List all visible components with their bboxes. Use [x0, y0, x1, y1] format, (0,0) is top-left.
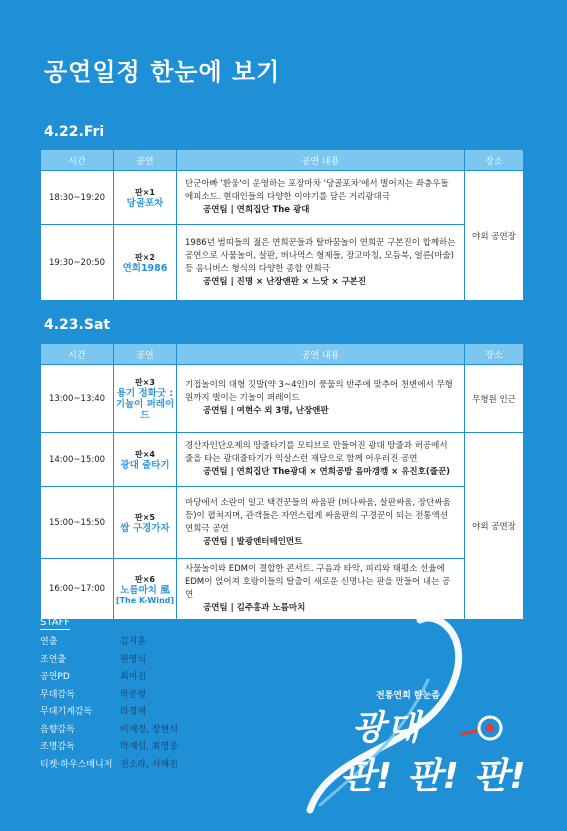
- table-row: [41, 171, 524, 225]
- table-header-row: [41, 344, 524, 365]
- staff-role: 음향감독: [40, 724, 75, 735]
- staff-item: [40, 652, 240, 670]
- staff-role: 조연출: [40, 654, 67, 665]
- row-desc: [177, 225, 465, 301]
- row-place: 무형원 인근: [465, 365, 524, 433]
- logo-subtitle: 전통연희 한눈좀: [376, 691, 440, 701]
- staff-name: 라경재: [120, 707, 147, 717]
- row-show: [114, 487, 177, 559]
- show-slot: 판×4: [135, 449, 155, 459]
- staff-role: 공연PD: [40, 672, 70, 682]
- table-header-row: [41, 150, 524, 171]
- show-name: 노름마치 風: [120, 584, 170, 596]
- date-day2: 4.23.Sat: [44, 317, 111, 333]
- show-team: 공연팀 | 여현수 외 3명, 난장앤판: [203, 406, 329, 416]
- row-time: 14:00~15:00: [41, 433, 114, 487]
- row-time: 19:30~20:50: [41, 225, 114, 301]
- show-team: 공연팀 | 연희집단 The 광대: [203, 205, 310, 215]
- row-desc: [177, 365, 465, 433]
- staff-item: [40, 687, 240, 705]
- show-desc: 1986년 범띠들의 젊은 연희꾼들과 탈바꿈놀이 연희꾼 구본진이 합께하는 공연으로 사물놀이, 살판, 버나먹스 형제들, 장고마칭, 모듬북, 얼른(마술) 등 옴니버스 형식의 다양한 종합 연희극: [185, 237, 456, 274]
- show-slot: 판×3: [135, 377, 155, 387]
- staff-item: [40, 722, 240, 740]
- table-row: [41, 365, 524, 433]
- logo-title-line1: 광대: [352, 708, 422, 748]
- header-desc: 공연 내용: [177, 150, 465, 171]
- show-desc: 단군아빠 '환웅'이 운영하는 포장마차 '당골포차'에서 벌어지는 좌충우돌 에피소드. 현대인들의 다양한 이야기를 담은 거리광대극: [185, 179, 449, 202]
- staff-name: 이재정, 장현석: [120, 724, 178, 735]
- row-place: 야외 공연장: [465, 433, 524, 620]
- show-name: 쌈 구경가자: [120, 522, 170, 534]
- header-show: 공연: [114, 344, 177, 365]
- header-desc: 공연 내용: [177, 344, 465, 365]
- staff-role: 조명감독: [40, 742, 75, 752]
- table-row: [41, 433, 524, 487]
- header-time: 시간: [41, 150, 114, 171]
- staff-role: 티켓·하우스매니저: [40, 759, 113, 770]
- staff-role: 무대감독: [40, 689, 75, 700]
- show-team: 공연팀 | 진명 × 난장앤판 × 느닷 × 구본진: [203, 276, 367, 287]
- header-place: 장소: [465, 150, 524, 171]
- show-subtitle: [The K-Wind]: [115, 595, 175, 605]
- staff-name: 박준평: [120, 689, 147, 700]
- staff-list: [40, 634, 240, 774]
- show-desc: 마당에서 소란이 일고 택견꾼들의 싸움판 (버나싸움, 살판싸움, 장단싸움 등)이 펼쳐지며, 관객들은 자연스럽게 싸움판의 구경꾼이 되는 전통액션 연희극 공연: [185, 497, 451, 534]
- row-time: 16:00~17:00: [41, 559, 114, 620]
- staff-heading: STAFF: [40, 617, 71, 628]
- row-show: [114, 365, 177, 433]
- staff-item: [40, 739, 240, 757]
- row-show: [114, 171, 177, 225]
- staff-name: 최미진: [120, 672, 147, 682]
- staff-item: [40, 669, 240, 687]
- schedule-table-day2: [40, 343, 524, 620]
- row-desc: [177, 487, 465, 559]
- row-time: 18:30~19:20: [41, 171, 114, 225]
- table-row: [41, 225, 524, 301]
- table-row: [41, 487, 524, 559]
- show-name: 연희1986: [122, 262, 168, 274]
- row-desc: [177, 171, 465, 225]
- staff-role: 무대기계감독: [40, 707, 93, 717]
- show-name: 광대 줄타기: [120, 459, 170, 471]
- show-slot: 판×2: [135, 252, 155, 262]
- page-title: 공연일정 한눈에 보기: [44, 58, 281, 86]
- staff-item: [40, 704, 240, 722]
- date-day1: 4.22.Fri: [44, 124, 105, 140]
- row-desc: [177, 433, 465, 487]
- row-show: [114, 433, 177, 487]
- show-desc: 사물놀이와 EDM이 결합한 콘서트. 구음과 타악, 피리와 태평소 선율에 EDM이 얹어져 호랑이들의 탈출이 새로운 신명나는 판을 만들어 내는 공연: [185, 564, 451, 600]
- staff-role: 연출: [40, 637, 58, 647]
- show-team: 공연팀 | 발광엔터테인먼트: [203, 536, 303, 547]
- staff-name: 박재섭, 최영웅: [120, 742, 178, 752]
- header-place: 장소: [465, 344, 524, 365]
- logo-title-line2: 판! 판! 판!: [340, 756, 527, 797]
- row-time: 15:00~15:50: [41, 487, 114, 559]
- show-team: 공연팀 | 김주홍과 노름마치: [203, 603, 306, 613]
- header-time: 시간: [41, 344, 114, 365]
- row-show: [114, 559, 177, 620]
- staff-name: 전소라, 서혜진: [120, 759, 178, 770]
- show-slot: 판×6: [135, 574, 155, 584]
- staff-item: [40, 634, 240, 652]
- schedule-table-day1: [40, 149, 524, 301]
- row-place: 야외 공연장: [465, 171, 524, 301]
- show-name: 용기 정화굿 : 기놀이 퍼레이드: [115, 387, 175, 421]
- row-time: 13:00~13:40: [41, 365, 114, 433]
- show-team: 공연팀 | 연희집단 The광대 × 연희공방 음마갱깽 × 유진호(줄꾼): [203, 467, 451, 477]
- show-desc: 기접놀이의 대형 깃발(약 3~4인)이 풍물의 반주에 맞추어 천변에서 무형원까지 벌이는 기놀이 퍼레이드: [185, 380, 453, 403]
- show-slot: 판×5: [135, 512, 155, 522]
- show-slot: 판×1: [135, 187, 155, 197]
- staff-name: 김지훈: [120, 637, 147, 647]
- row-show: [114, 225, 177, 301]
- staff-name: 원영식: [120, 654, 147, 665]
- staff-item: [40, 757, 240, 775]
- show-desc: 경산자인단오제의 땅줄타기를 모티브로 만들어진 광대 땅줄과 허공에서 줄을 타는 광대줄타기가 익살스런 재담으로 함께 어우러진 공연: [185, 441, 448, 464]
- show-name: 당골포차: [126, 197, 164, 209]
- header-show: 공연: [114, 150, 177, 171]
